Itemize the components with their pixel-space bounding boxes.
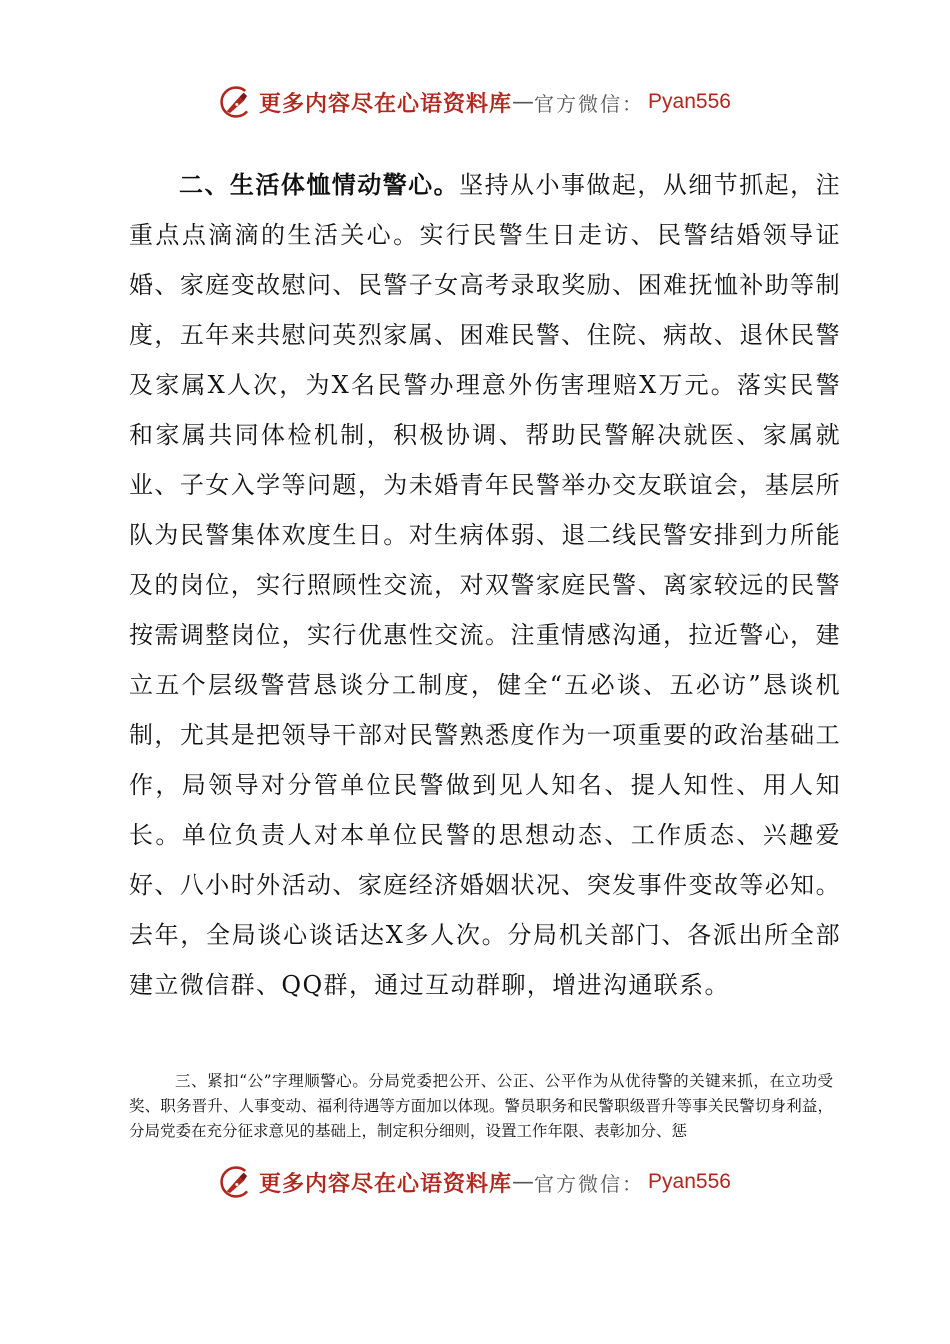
paragraph-two-heading: 二、生活体恤情动警心。	[179, 170, 460, 199]
pen-nib-logo-icon	[219, 85, 253, 119]
banner-dash: —	[512, 89, 535, 115]
header-banner	[0, 80, 950, 124]
paragraph-three: 三、紧扣“公”字理顺警心。分局党委把公开、公正、公平作为从优待警的关键来抓，在立功受奖、职务晋升、人事变动、福利待遇等方面加以体现。警员职务和民警职级晋升等事关民警切身利益，分局党委在充分征求意见的基础上，制定积分细则，设置工作年限、表彰加分、惩	[129, 1072, 833, 1140]
pen-nib-logo-icon	[219, 1165, 253, 1199]
banner-wechat-label: 官方微信：	[534, 1171, 645, 1196]
banner-wechat-id: Pyan556	[648, 90, 731, 113]
banner-wechat-label: 官方微信：	[534, 91, 645, 116]
banner-title: 更多内容尽在心语资料库	[259, 90, 513, 117]
banner-title: 更多内容尽在心语资料库	[259, 1170, 513, 1197]
paragraph-two	[129, 160, 841, 1010]
paragraph-two-text: 坚持从小事做起，从细节抓起，注重点点滴滴的生活关心。实行民警生日走访、民警结婚领导证婚、家庭变故慰问、民警子女高考录取奖励、困难抚恤补助等制度，五年来共慰问英烈家属、困难民警、住院、病故、退休民警及家属X人次，为X名民警办理意外伤害理赔X万元。落实民警和家属共同体检机制，积极协调、帮助民警解决就医、家属就业、子女入学等问题，为未婚青年民警举办交友联谊会，基层所队为民警集体欢度生日。对生病体弱、退二线民警安排到力所能及的岗位，实行照顾性交流，对双警家庭民警、离家较远的民警按需调整岗位，实行优惠性交流。注重情感沟通，拉近警心，建立五个层级警营恳谈分工制度，健全“五必谈、五必访”恳谈机制，尤其是把领导干部对民警熟悉度作为一项重要的政治基础工作，局领导对分管单位民警做到见人知名、提人知性、用人知长。单位负责人对本单位民警的思想动态、工作质态、兴趣爱好、八小时外活动、家庭经济婚姻状况、突发事件变故等必知。去年，全局谈心谈话达X多人次。分局机关部门、各派出所全部建立微信群、QQ群，通过互动群聊，增进沟通联系。	[129, 171, 842, 999]
banner-dash: —	[512, 1169, 535, 1195]
banner-wechat-id: Pyan556	[648, 1170, 731, 1193]
footer-banner	[0, 1160, 950, 1204]
